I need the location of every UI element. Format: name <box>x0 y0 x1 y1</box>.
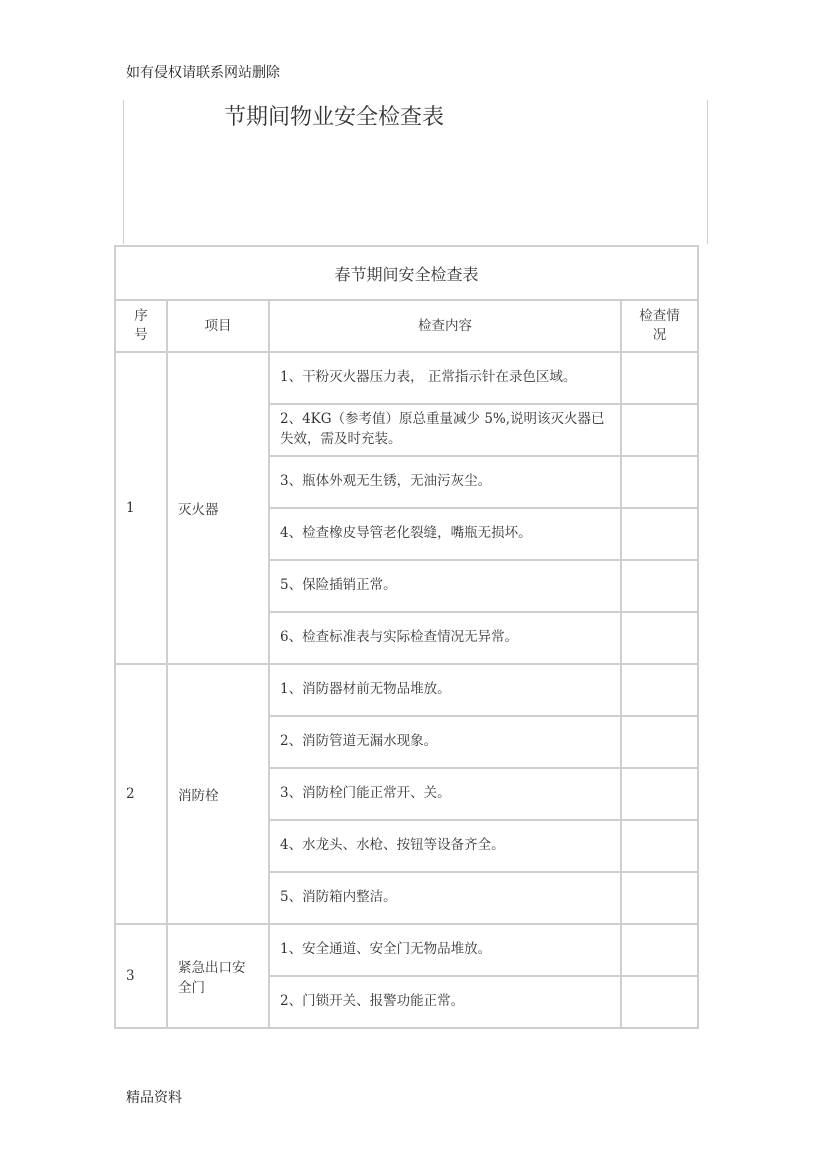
status-cell[interactable] <box>621 560 698 612</box>
check-content: 4、水龙头、水枪、按钮等设备齐全。 <box>269 820 621 872</box>
header-status: 检查情 况 <box>621 300 698 352</box>
status-cell[interactable] <box>621 768 698 820</box>
document-title: 节期间物业安全检查表 <box>224 105 445 130</box>
header-content: 检查内容 <box>269 300 621 352</box>
status-cell[interactable] <box>621 664 698 716</box>
check-content: 2、消防管道无漏水现象。 <box>269 716 621 768</box>
status-cell[interactable] <box>621 612 698 664</box>
table-row <box>115 352 698 404</box>
row-item: 消防栓 <box>167 664 269 924</box>
check-content: 3、消防栓门能正常开、关。 <box>269 768 621 820</box>
check-content: 3、瓶体外观无生锈，无油污灰尘。 <box>269 456 621 508</box>
status-cell[interactable] <box>621 508 698 560</box>
status-cell[interactable] <box>621 716 698 768</box>
status-cell[interactable] <box>621 456 698 508</box>
footer-note: 精品资料 <box>126 1090 182 1106</box>
row-item: 灭火器 <box>167 352 269 664</box>
table-title-row <box>115 246 698 300</box>
row-number: 1 <box>115 352 167 664</box>
table-header-row <box>115 300 698 352</box>
check-content: 1、干粉灭火器压力表， 正常指示针在录色区域。 <box>269 352 621 404</box>
check-content: 2、门锁开关、报警功能正常。 <box>269 976 621 1028</box>
check-content: 4、检查橡皮导管老化裂缝，嘴瓶无损坏。 <box>269 508 621 560</box>
status-cell[interactable] <box>621 352 698 404</box>
safety-checklist-table <box>114 245 699 1029</box>
check-content: 5、消防箱内整洁。 <box>269 872 621 924</box>
check-content: 1、安全通道、安全门无物品堆放。 <box>269 924 621 976</box>
row-number: 3 <box>115 924 167 1028</box>
status-cell[interactable] <box>621 976 698 1028</box>
check-content: 1、消防器材前无物品堆放。 <box>269 664 621 716</box>
row-item: 紧急出口安全门 <box>167 924 269 1028</box>
status-cell[interactable] <box>621 924 698 976</box>
table-title: 春节期间安全检查表 <box>115 246 698 300</box>
table-row <box>115 664 698 716</box>
check-content: 2、4KG（参考值）原总重量减少 5%,说明该灭火器已失效，需及时充装。 <box>269 404 621 456</box>
header-number: 序 号 <box>115 300 167 352</box>
check-content: 6、检查标准表与实际检查情况无异常。 <box>269 612 621 664</box>
table-row <box>115 924 698 976</box>
status-cell[interactable] <box>621 820 698 872</box>
header-note: 如有侵权请联系网站删除 <box>126 65 280 81</box>
check-content: 5、保险插销正常。 <box>269 560 621 612</box>
row-number: 2 <box>115 664 167 924</box>
status-cell[interactable] <box>621 872 698 924</box>
header-item: 项目 <box>167 300 269 352</box>
status-cell[interactable] <box>621 404 698 456</box>
